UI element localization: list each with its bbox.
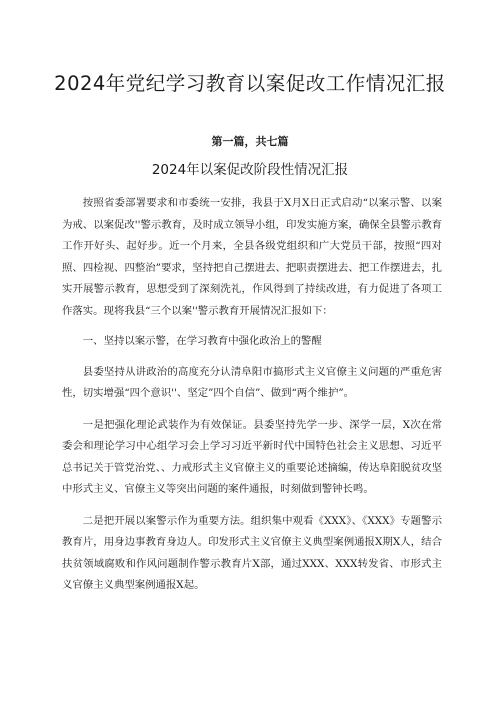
chapter-label: 第一篇，共七篇	[211, 135, 289, 148]
paragraph-intro: 按照省委部署要求和市委统一安排，我县于X月X日正式启动“以案示警、以案为戒、以案促改''警示教育，及时成立领导小组，印发实施方案，确保全县警示教育工作开好头、起好步。近一个月来，全县各级党组织和广大党员干部，按照“四对照、四检视、四整治”要求，坚持把自己摆进去、把职责摆进去、把工作摆进去，扎实开展警示教育，思想受到了深刻洗礼，作风得到了持续改进，有力促进了各项工作落实。现将我县“三个以案''警示教育开展情况汇报如下：	[62, 197, 442, 317]
paragraph-case-warning: 二是把开展以案警示作为重要方法。组织集中观看《XXX》、《XXX》专题警示教育片，用身边事教育身边人。印发形式主义官僚主义典型案例通报X期X人，结合扶贫领域腐败和作风问题制作警示教育片X部，通过XXX、XXX转发省、市形式主义官僚主义典型案例通报X起。	[62, 514, 442, 591]
document-subtitle: 2024年以案促改阶段性情况汇报	[151, 162, 349, 178]
document-body	[62, 193, 442, 597]
paragraph-political-awareness: 县委坚持从讲政治的高度充分认清阜阳市搞形式主义官僚主义问题的严重危害性，切实增强“四个意识''、坚定”四个自信”、做到“两个维护”。	[62, 365, 442, 399]
section-heading-1: 一、坚持以案示警，在学习教育中强化政治上的警醒	[82, 335, 322, 347]
paragraph-theory-study: 一是把强化理论武装作为有效保证。县委坚持先学一步、深学一层，X次在常委会和理论学习中心组学习会上学习习近平新时代中国特色社会主义思想、习近平总书记关于管党治党、、力戒形式主义官僚主义的重要论述摘编，传达阜阳脱贫攻坚中形式主义、官僚主义等突出问题的案件通报，时刻做到警钟长鸣。	[62, 418, 442, 495]
document-title: 2024年党纪学习教育以案促改工作情况汇报	[54, 72, 446, 95]
